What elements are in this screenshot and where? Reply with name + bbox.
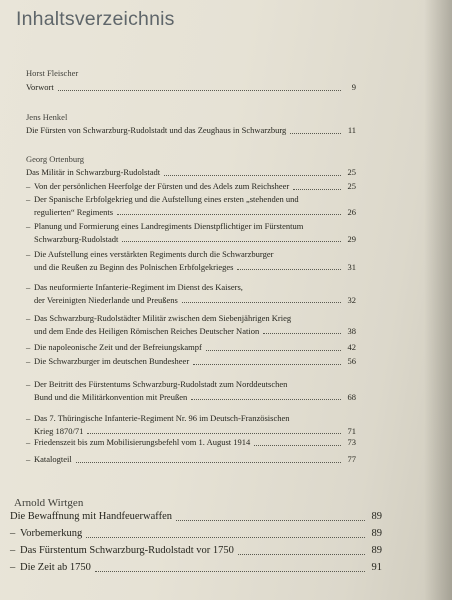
toc-entry[interactable] (10, 561, 382, 575)
toc-entry-title: Friedenszeit bis zum Mobilisierungsbefehl vom 1. August 1914 (34, 437, 251, 447)
dot-leader (193, 364, 341, 365)
dot-leader (122, 241, 341, 242)
toc-entry[interactable] (26, 281, 356, 306)
toc-entry-line (26, 124, 356, 137)
toc-entry-line (26, 294, 356, 307)
dot-leader (290, 133, 341, 134)
toc-entry[interactable] (26, 124, 356, 137)
dot-leader (206, 350, 341, 351)
dash-marker: – (26, 379, 31, 389)
toc-entry[interactable] (26, 412, 356, 437)
toc-entry-line (26, 220, 356, 233)
toc-entry[interactable] (26, 166, 356, 179)
dot-leader (182, 302, 341, 303)
dash-marker: – (26, 194, 31, 204)
page-number: 73 (347, 437, 356, 447)
toc-entry-line (26, 180, 356, 193)
dot-leader (58, 90, 341, 91)
toc-entry-title: Die Bewaffnung mit Handfeuerwaffen (10, 511, 173, 522)
toc-entry[interactable] (26, 193, 356, 218)
page-number: 77 (347, 454, 356, 464)
toc-entry-line (10, 510, 382, 524)
toc-entry[interactable] (26, 341, 356, 354)
author-name: Horst Fleischer (26, 68, 79, 78)
toc-entry-title: Das Militär in Schwarzburg-Rudolstadt (26, 167, 161, 177)
toc-entry-title: Vorbemerkung (20, 528, 83, 539)
toc-entry-title: Katalogteil (34, 454, 72, 464)
toc-entry-title: Das neuformierte Infanterie-Regiment im Dienst des Kaisers, (34, 282, 243, 292)
toc-entry-title: Schwarzburg-Rudolstadt (34, 233, 119, 244)
toc-entry-title: Bund und die Militärkonvention mit Preußen (34, 391, 188, 402)
toc-entry-line (26, 391, 356, 404)
toc-entry-line (26, 412, 356, 425)
toc-entry-line (10, 561, 382, 575)
page-number: 89 (371, 545, 382, 556)
page-number: 32 (347, 294, 356, 305)
dash-marker: – (26, 313, 31, 323)
page-number: 11 (347, 125, 356, 135)
toc-entry-title: Die Zeit ab 1750 (20, 562, 91, 573)
toc-entry-title: Der Spanische Erbfolgekrieg und die Aufstellung eines ersten „stehenden und (34, 194, 299, 204)
toc-entry[interactable] (10, 510, 382, 524)
toc-entry-line (26, 378, 356, 391)
page-number: 26 (347, 206, 356, 217)
toc-entry-line (26, 206, 356, 219)
page-title: Inhaltsverzeichnis (16, 8, 175, 30)
dash-marker: – (10, 528, 16, 539)
page-number: 9 (351, 82, 356, 92)
toc-entry-title: Planung und Formierung eines Landregiments Dienstpflichtiger im Fürstentum (34, 221, 304, 231)
author-name: Jens Henkel (26, 112, 68, 122)
toc-entry-line (26, 453, 356, 466)
toc-entry-title: regulierten“ Regiments (34, 206, 114, 217)
toc-entry-title: Von der persönlichen Heerfolge der Fürsten und des Adels zum Reichsheer (34, 181, 290, 191)
toc-entry-line (26, 193, 356, 206)
toc-entry-line (26, 325, 356, 338)
page-number: 89 (371, 528, 382, 539)
toc-entry-title: Das 7. Thüringische Infanterie-Regiment Nr. 96 im Deutsch-Französischen (34, 413, 290, 423)
dot-leader (86, 537, 365, 538)
page-number: 89 (371, 511, 382, 522)
toc-entry-line (26, 341, 356, 354)
toc-entry[interactable] (26, 312, 356, 337)
toc-entry-line (10, 527, 382, 541)
toc-entry-title: Die Aufstellung eines verstärkten Regiments durch die Schwarzburger (34, 249, 274, 259)
page-number: 71 (347, 425, 356, 436)
dot-leader (238, 554, 365, 555)
dot-leader (254, 445, 341, 446)
dash-marker: – (10, 545, 16, 556)
toc-entry-title: Vorwort (26, 82, 54, 92)
dot-leader (87, 433, 341, 434)
toc-entry[interactable] (26, 220, 356, 245)
page-number: 91 (371, 562, 382, 573)
dot-leader (95, 571, 365, 572)
dash-marker: – (26, 282, 31, 292)
dash-marker: – (26, 221, 31, 231)
toc-entry[interactable] (26, 248, 356, 273)
toc-entry[interactable] (26, 355, 356, 368)
toc-entry[interactable] (26, 436, 356, 449)
toc-entry-line (26, 436, 356, 449)
toc-entry-title: und dem Ende des Heiligen Römischen Reiches Deutscher Nation (34, 325, 260, 336)
toc-entry-line (26, 248, 356, 261)
page-number: 25 (347, 167, 356, 177)
toc-entry[interactable] (26, 81, 356, 94)
dot-leader (176, 520, 365, 521)
toc-entry-title: und die Reußen zu Beginn des Polnischen Erbfolgekrieges (34, 261, 234, 272)
author-name: Arnold Wirtgen (14, 497, 84, 509)
toc-entry-title: Das Schwarzburg-Rudolstädter Militär zwischen dem Siebenjährigen Krieg (34, 313, 292, 323)
dot-leader (293, 189, 341, 190)
page-number: 42 (347, 342, 356, 352)
dash-marker: – (26, 342, 31, 352)
toc-entry-line (26, 281, 356, 294)
toc-entry-line (26, 261, 356, 274)
page-number: 29 (347, 233, 356, 244)
dot-leader (237, 269, 341, 270)
toc-entry[interactable] (26, 180, 356, 193)
toc-entry[interactable] (26, 453, 356, 466)
dot-leader (117, 214, 341, 215)
author-name: Georg Ortenburg (26, 154, 84, 164)
dash-marker: – (26, 437, 31, 447)
toc-entry-title: Die Fürsten von Schwarzburg-Rudolstadt und das Zeughaus in Schwarzburg (26, 125, 287, 135)
toc-entry[interactable] (26, 378, 356, 403)
toc-entry-line (26, 81, 356, 94)
dash-marker: – (26, 454, 31, 464)
page-number: 68 (347, 391, 356, 402)
page-number: 25 (347, 181, 356, 191)
toc-entry[interactable] (10, 544, 382, 558)
toc-entry-title: Der Beitritt des Fürstentums Schwarzburg-Rudolstadt zum Norddeutschen (34, 379, 288, 389)
toc-entry-line (10, 544, 382, 558)
toc-entry-title: Das Fürstentum Schwarzburg-Rudolstadt vor 1750 (20, 545, 234, 556)
toc-entry-line (26, 355, 356, 368)
dot-leader (191, 399, 341, 400)
dash-marker: – (26, 356, 31, 366)
dash-marker: – (10, 562, 16, 573)
dash-marker: – (26, 249, 31, 259)
dot-leader (164, 175, 341, 176)
page-number: 31 (347, 261, 356, 272)
dash-marker: – (26, 413, 31, 423)
toc-entry[interactable] (10, 527, 382, 541)
dot-leader (263, 333, 341, 334)
toc-entry-title: der Vereinigten Niederlande und Preußens (34, 294, 178, 305)
dot-leader (76, 462, 341, 463)
toc-entry-line (26, 312, 356, 325)
page-number: 56 (347, 356, 356, 366)
toc-entry-title: Die napoleonische Zeit und der Befreiungskampf (34, 342, 202, 352)
toc-entry-title: Die Schwarzburger im deutschen Bundesheer (34, 356, 190, 366)
page-number: 38 (347, 325, 356, 336)
toc-entry-title: Krieg 1870/71 (34, 425, 84, 436)
toc-entry-line (26, 166, 356, 179)
dash-marker: – (26, 181, 31, 191)
toc-entry-line (26, 233, 356, 246)
